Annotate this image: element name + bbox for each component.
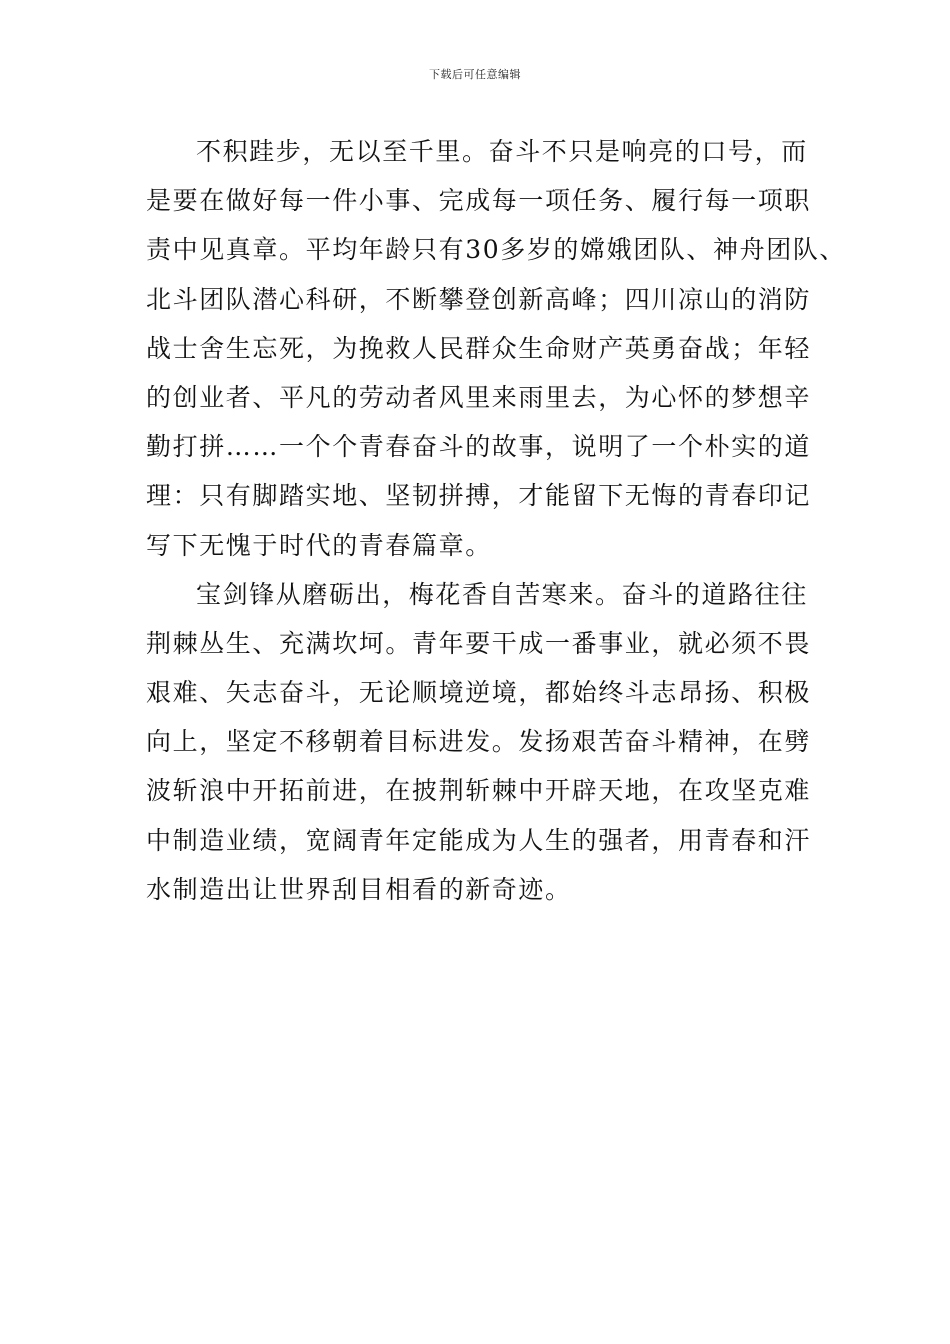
header-note: 下载后可任意编辑 bbox=[429, 68, 521, 81]
paragraph-line: 北斗团队潜心科研，不断攀登创新高峰；四川凉山的消防 bbox=[146, 284, 812, 314]
paragraph-2 bbox=[146, 570, 836, 914]
paragraph-line: 写下无愧于时代的青春篇章。 bbox=[146, 530, 492, 560]
paragraph-line: 战士舍生忘死，为挽救人民群众生命财产英勇奋战；年轻 bbox=[146, 333, 812, 363]
paragraph-line: 中制造业绩，宽阔青年定能成为人生的强者，用青春和汗 bbox=[146, 825, 812, 855]
paragraph-line: 水制造出让世界刮目相看的新奇迹。 bbox=[146, 874, 572, 904]
paragraph-line: 的创业者、平凡的劳动者风里来雨里去，为心怀的梦想辛 bbox=[146, 382, 812, 412]
paragraph-line: 向上，坚定不移朝着目标进发。发扬艰苦奋斗精神，在劈 bbox=[146, 727, 812, 757]
paragraph-line: 荆棘丛生、充满坎坷。青年要干成一番事业，就必须不畏 bbox=[146, 628, 812, 658]
paragraph-line: 勤打拼……一个个青春奋斗的故事，说明了一个朴实的道 bbox=[146, 432, 812, 462]
paragraph-1 bbox=[146, 127, 847, 570]
paragraph-line: 理：只有脚踏实地、坚韧拼搏，才能留下无悔的青春印记 bbox=[146, 481, 812, 511]
paragraph-line: 宝剑锋从磨砺出，梅花香自苦寒来。奋斗的道路往往 bbox=[196, 579, 808, 609]
document-body bbox=[146, 127, 847, 914]
paragraph-line: 艰难、矢志奋斗，无论顺境逆境，都始终斗志昂扬、积极 bbox=[146, 678, 812, 708]
paragraph-line: 是要在做好每一件小事、完成每一项任务、履行每一项职 bbox=[146, 186, 812, 216]
paragraph-line: 不积跬步，无以至千里。奋斗不只是响亮的口号，而 bbox=[196, 137, 808, 166]
paragraph-line: 波斩浪中开拓前进，在披荆斩棘中开辟天地，在攻坚克难 bbox=[146, 776, 812, 806]
paragraph-line: 责中见真章。平均年龄只有30多岁的嫦娥团队、神舟团队、 bbox=[146, 235, 847, 265]
